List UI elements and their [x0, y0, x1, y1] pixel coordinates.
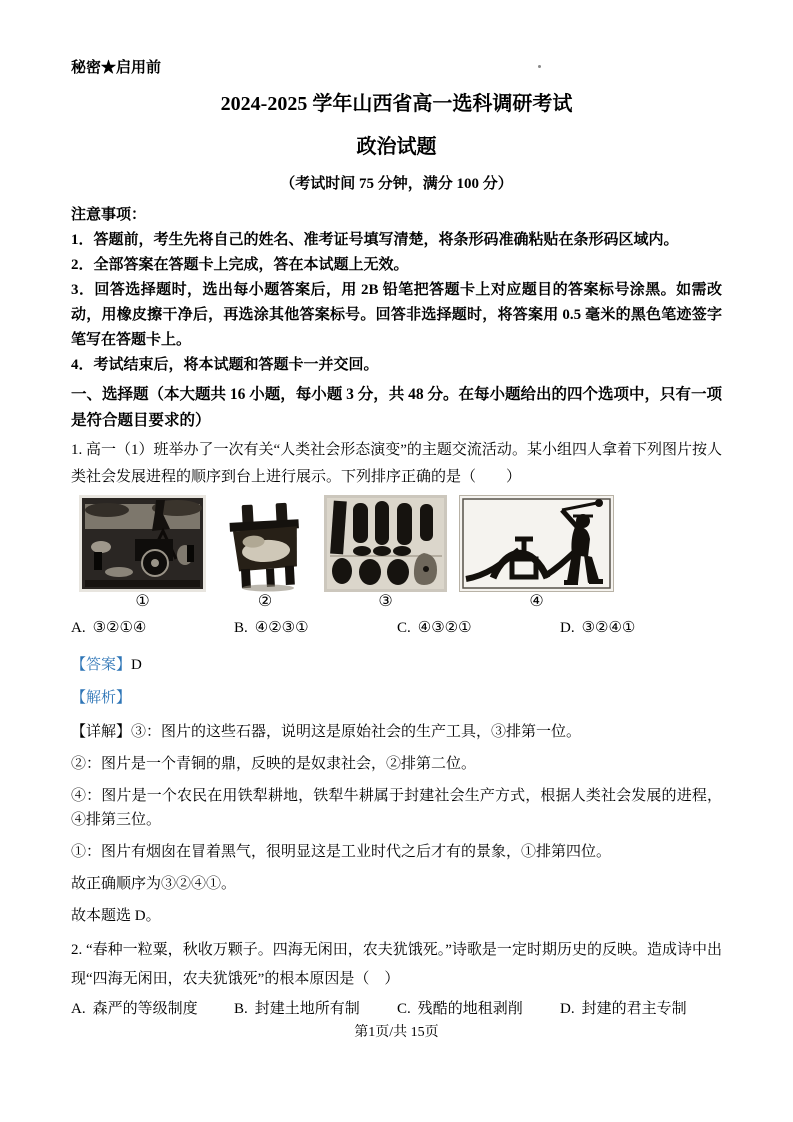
notice-item-1: 1．答题前，考生先将自己的姓名、准考证号填写清楚，将条形码准确粘贴在条形码区域内。 [71, 232, 679, 248]
notice-header: 注意事项： [71, 207, 147, 223]
image-label-3: ③ [378, 593, 393, 610]
option-text: 森严的等级制度 [92, 1001, 198, 1017]
option-c [397, 618, 560, 639]
notices-block [71, 203, 722, 378]
option-key: A. [71, 1001, 86, 1017]
question-1-image-1 [79, 495, 206, 611]
subject-title: 政治试题 [356, 136, 437, 158]
option-text: 封建土地所有制 [254, 1001, 360, 1017]
analysis-line [71, 688, 722, 709]
option-a [71, 618, 234, 639]
detail-paragraph-1 [71, 720, 722, 744]
detail-label: 【详解】 [71, 724, 132, 740]
scan-speck [538, 65, 541, 68]
question-2-options [71, 999, 722, 1020]
option-key: A. [71, 620, 86, 636]
exam-info: （考试时间 75 分钟，满分 100 分） [280, 176, 513, 192]
option-key: D. [560, 620, 575, 636]
option-d [560, 618, 635, 639]
option-text: 封建的君主专制 [581, 1001, 687, 1017]
stone-tools-image [324, 495, 447, 592]
answer-label: 【答案】 [71, 657, 132, 673]
option-b [234, 999, 397, 1020]
option-a [71, 999, 234, 1020]
image-label-1: ① [135, 593, 150, 610]
analysis-label: 【解析】 [71, 690, 132, 706]
option-key: D. [560, 1001, 575, 1017]
detail-block [71, 720, 722, 928]
notice-item-4: 4．考试结束后，将本试题和答题卡一并交回。 [71, 357, 379, 373]
option-text: ③②④① [581, 620, 636, 636]
option-c [397, 999, 560, 1020]
option-text: ③②①④ [92, 620, 147, 636]
industrial-scene-image [79, 495, 206, 592]
option-text: ④③②① [417, 620, 472, 636]
question-2-stem: 2. “春种一粒粟，秋收万颗子。四海无闲田，农夫犹饿死。”诗歌是一定时期历史的反映。造成诗中出现“四海无闲田，农夫犹饿死”的根本原因是（ ） [71, 942, 722, 987]
option-text: ④②③① [254, 620, 309, 636]
question-1-image-2 [218, 495, 312, 611]
question-1-stem: 1. 高一（1）班举办了一次有关“人类社会形态演变”的主题交流活动。某小组四人拿着下列图片按人类社会发展进程的顺序到台上进行展示。下列排序正确的是（ ） [71, 442, 722, 485]
question-1-image-4 [459, 495, 614, 611]
farmer-plowing-image [459, 495, 614, 592]
page-footer: 第1页/共 15页 [354, 1025, 439, 1040]
detail-paragraph-2: ②：图片是一个青铜的鼎，反映的是奴隶社会，②排第二位。 [71, 756, 477, 772]
security-marking: 秘密★启用前 [71, 60, 162, 76]
detail-text: ③：图片的这些石器，说明这是原始社会的生产工具，③排第一位。 [131, 724, 582, 740]
detail-paragraph-5: 故正确顺序为③②④①。 [71, 876, 237, 892]
image-label-2: ② [257, 593, 273, 610]
option-b [234, 618, 397, 639]
option-key: C. [397, 620, 411, 636]
option-d [560, 999, 687, 1020]
option-text: 残酷的地租剥削 [417, 1001, 523, 1017]
detail-paragraph-3: ④：图片是一个农民在用铁犁耕地，铁犁牛耕属于封建社会生产方式，根据人类社会发展的进程，④排第三位。 [71, 788, 722, 828]
answer-value: D [131, 657, 142, 673]
detail-paragraph-6: 故本题选 D。 [71, 908, 161, 924]
detail-paragraph-4: ①：图片有烟囱在冒着黑气，很明显这是工业时代之后才有的景象，①排第四位。 [71, 844, 612, 860]
section-heading: 一、选择题（本大题共 16 小题，每小题 3 分，共 48 分。在每小题给出的四个选项中，只有一项是符合题目要求的） [71, 386, 723, 429]
bronze-ding-image [218, 495, 312, 592]
question-1-images [71, 495, 722, 611]
option-key: B. [234, 620, 248, 636]
image-label-4: ④ [529, 593, 544, 610]
question-1-image-3 [324, 495, 447, 611]
notice-item-3: 3．回答选择题时，选出每小题答案后，用 2B 铅笔把答题卡上对应题目的答案标号涂黑。如需改动，用橡皮擦干净后，再选涂其他答案标号。回答非选择题时，将答案用 0.5 毫米的黑色笔迹签字笔写在答题卡上。 [71, 282, 722, 348]
page-title: 2024-2025 学年山西省高一选科调研考试 [220, 93, 573, 115]
option-key: B. [234, 1001, 248, 1017]
option-key: C. [397, 1001, 411, 1017]
question-1-options [71, 618, 722, 639]
answer-line [71, 655, 722, 676]
notice-item-2: 2．全部答案在答题卡上完成，答在本试题上无效。 [71, 257, 409, 273]
